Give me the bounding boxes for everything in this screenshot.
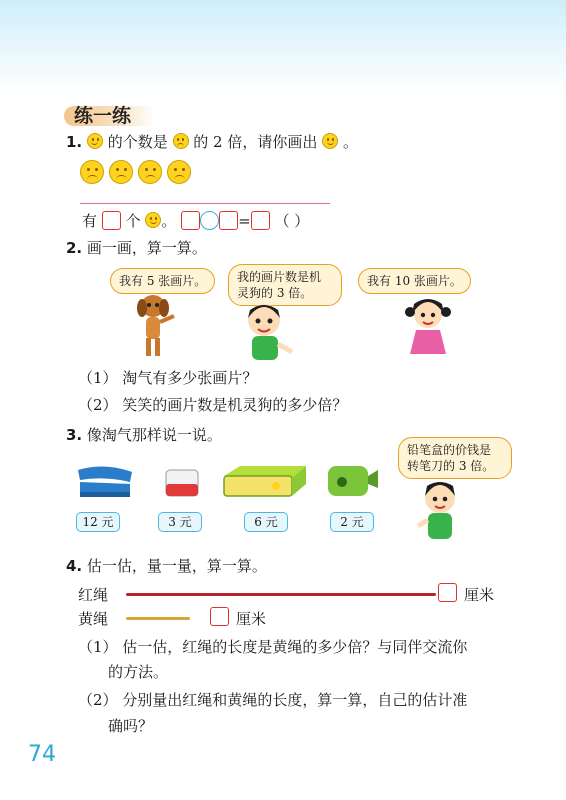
sad-face-row bbox=[80, 160, 191, 184]
q4-sub-1-line2: 的方法。 bbox=[108, 663, 169, 681]
page-number: 74 bbox=[28, 742, 56, 767]
smile-face-icon bbox=[145, 212, 161, 228]
sad-face-icon bbox=[109, 160, 133, 184]
q1-answer-a: 有 bbox=[82, 212, 98, 230]
sad-face-icon bbox=[80, 160, 104, 184]
red-rope-label: 红绳 bbox=[78, 586, 109, 604]
equals-sign: = bbox=[238, 212, 251, 230]
answer-box[interactable] bbox=[219, 211, 238, 230]
q1-text-b: 的 2 倍，请你画出 bbox=[193, 133, 318, 151]
q4-number: 4. bbox=[66, 557, 83, 575]
smile-face-icon bbox=[87, 133, 103, 149]
q4-title: 估一估，量一量，算一算。 bbox=[86, 557, 267, 575]
pencil-sharpener-illustration bbox=[324, 460, 380, 500]
q2-title-line bbox=[66, 238, 207, 258]
eraser-illustration bbox=[162, 462, 202, 500]
bubble-line: 我的画片数是机 bbox=[237, 270, 322, 284]
unit-label: 厘米 bbox=[236, 610, 267, 628]
bubble-line: 灵狗的 3 倍。 bbox=[237, 286, 313, 300]
q3-title-line bbox=[66, 425, 222, 445]
answer-box[interactable] bbox=[102, 211, 121, 230]
unit-label: 厘米 bbox=[464, 586, 495, 604]
section-title: 练一练 bbox=[74, 105, 132, 127]
q2-sub-2: （2） 笑笑的画片数是机灵狗的多少倍？ bbox=[78, 396, 348, 414]
speech-bubble-xiaoxiao: 我有 10 张画片。 bbox=[358, 268, 471, 294]
sad-face-icon bbox=[167, 160, 191, 184]
price-label: 2 元 bbox=[330, 512, 374, 532]
yellow-rope bbox=[126, 617, 190, 620]
drawing-line bbox=[80, 203, 330, 204]
price-label: 12 元 bbox=[76, 512, 120, 532]
pencil-case-illustration bbox=[222, 464, 308, 498]
q4-sub-1-line1: （1） 估一估，红绳的长度是黄绳的多少倍？与同伴交流你 bbox=[78, 638, 468, 656]
operator-circle[interactable] bbox=[200, 211, 219, 230]
q4-sub-2-line1: （2） 分别量出红绳和黄绳的长度，算一算，自己的估计准 bbox=[78, 691, 468, 709]
q3-number: 3. bbox=[66, 426, 83, 444]
q1-answer-line bbox=[82, 211, 309, 231]
q1-answer-c: 。 bbox=[161, 212, 177, 230]
boy-taoqi-illustration bbox=[414, 476, 466, 548]
answer-box[interactable] bbox=[251, 211, 270, 230]
unit-parentheses: （ ） bbox=[274, 212, 310, 230]
sad-face-icon bbox=[138, 160, 162, 184]
q1-text-c: 。 bbox=[342, 133, 358, 151]
answer-box[interactable] bbox=[438, 583, 457, 602]
q1-text-a: 的个数是 bbox=[107, 133, 168, 151]
section-header bbox=[64, 98, 154, 126]
q2-title: 画一画，算一算。 bbox=[86, 239, 207, 257]
q1-line bbox=[66, 132, 358, 152]
price-label: 3 元 bbox=[158, 512, 202, 532]
red-rope bbox=[126, 593, 436, 596]
bubble-line: 铅笔盒的价钱是 bbox=[407, 443, 492, 457]
q2-number: 2. bbox=[66, 239, 83, 257]
speech-bubble-dog: 我有 5 张画片。 bbox=[110, 268, 215, 294]
dog-character-illustration bbox=[128, 292, 178, 360]
yellow-rope-label: 黄绳 bbox=[78, 610, 109, 628]
price-label: 6 元 bbox=[244, 512, 288, 532]
q4-sub-2-line2: 确吗？ bbox=[108, 717, 154, 735]
answer-box[interactable] bbox=[181, 211, 200, 230]
girl-xiaoxiao-illustration bbox=[404, 296, 452, 360]
sad-face-icon bbox=[173, 133, 189, 149]
answer-box[interactable] bbox=[210, 607, 229, 626]
bubble-line: 转笔刀的 3 倍。 bbox=[407, 459, 495, 473]
smile-face-icon bbox=[322, 133, 338, 149]
top-gradient-band bbox=[0, 0, 566, 92]
q2-sub-1: （1） 淘气有多少张画片？ bbox=[78, 369, 258, 387]
q1-number: 1. bbox=[66, 133, 83, 151]
q3-title: 像淘气那样说一说。 bbox=[86, 426, 222, 444]
q1-answer-b: 个 bbox=[125, 212, 141, 230]
q4-title-line bbox=[66, 556, 267, 576]
stapler-illustration bbox=[74, 462, 136, 502]
speech-bubble-taoqi-q3 bbox=[398, 437, 512, 479]
boy-taoqi-illustration bbox=[238, 300, 296, 362]
